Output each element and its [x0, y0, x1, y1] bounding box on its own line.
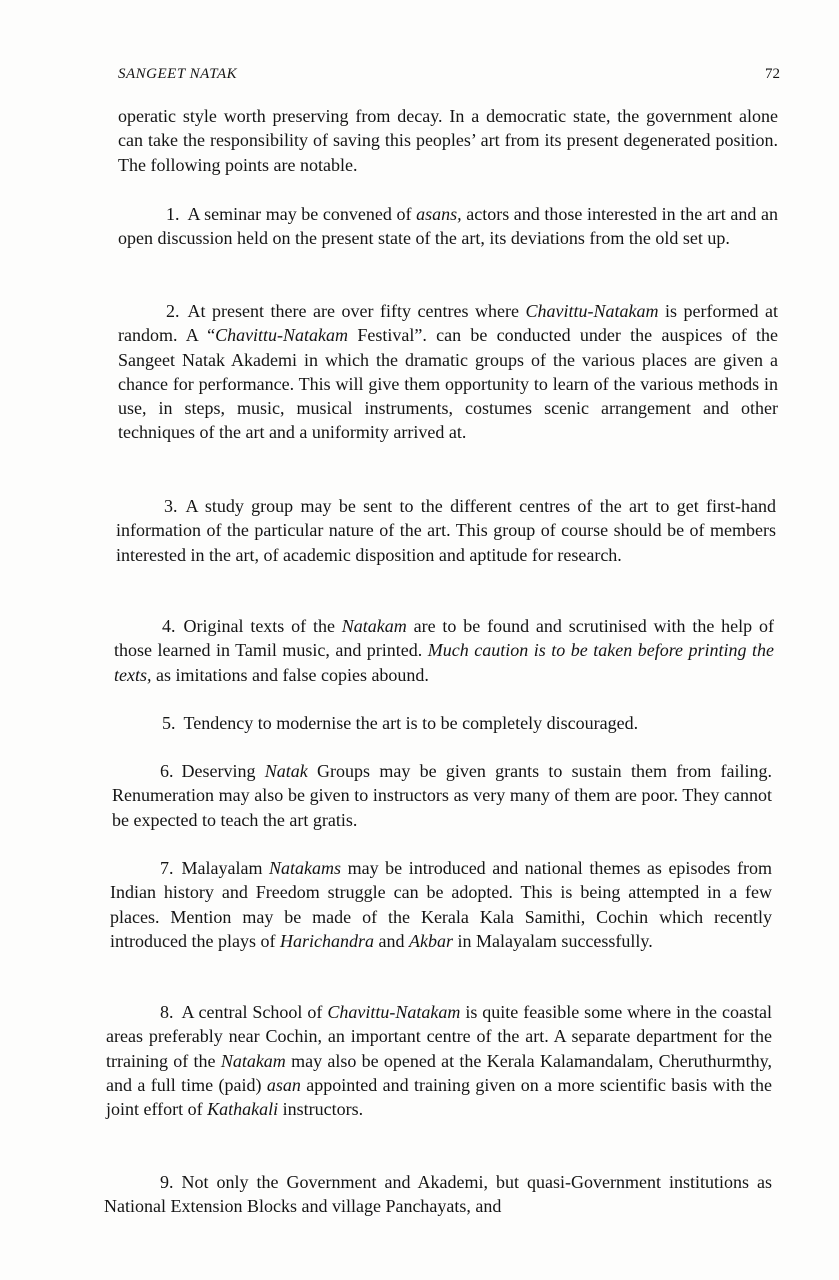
- point-text: At present there are over fifty centres where Chavittu-Natakam is performed at random. A “Chavittu-Natakam Festival”. can be conducted under the auspices of the Sangeet Natak Akademi in which the dramatic groups of the various places are given a chance for performance. This will give them opportunity to learn of the various methods in use, in steps, music, musical instruments, costumes scenic arrangement and other techniques of the art and a uniformity arrived at.: [118, 301, 778, 443]
- point-number: 1.: [166, 204, 180, 224]
- point-text: Malayalam Natakams may be introduced and national themes as episodes from Indian history and Freedom struggle can be adopted. This is being attempted in a few places. Mention may be made of the Kerala Kala Samithi, Cochin which recently introduced the plays of Harichandra and Akbar in Malayalam successfully.: [110, 858, 772, 951]
- running-head: SANGEET NATAK: [118, 66, 238, 82]
- point-3: [116, 494, 776, 567]
- point-number: 6.: [160, 761, 174, 781]
- intro-text: operatic style worth preserving from decay. In a democratic state, the government alone can take the responsibility of saving this peoples’ art from its present degenerated position. The following points are notable.: [118, 106, 778, 175]
- point-6: [112, 759, 772, 832]
- point-number: 8.: [160, 1002, 174, 1022]
- point-5: [114, 711, 774, 735]
- point-text: A central School of Chavittu-Natakam is quite feasible some where in the coastal areas preferably near Cochin, an important centre of the art. A separate department for the trraining of the Natakam may also be opened at the Kerala Kalamandalam, Cheruthurmthy, and a full time (paid) asan appointed and training given on a more scientific basis with the joint effort of Kathakali instructors.: [106, 1002, 772, 1120]
- point-8: [106, 1000, 772, 1121]
- point-number: 5.: [162, 713, 176, 733]
- point-text: Not only the Government and Akademi, but quasi-Government institutions as National Extension Blocks and village Panchayats, and: [104, 1172, 772, 1217]
- point-2: [118, 299, 778, 445]
- point-4: [114, 614, 774, 687]
- point-number: 4.: [162, 616, 176, 636]
- point-number: 9.: [160, 1172, 174, 1192]
- point-7: [110, 856, 772, 953]
- page-header: [118, 64, 780, 86]
- point-text: Deserving Natak Groups may be given grants to sustain them from failing. Renumeration may also be given to instructors as very many of them are poor. They cannot be expected to teach the art gratis.: [112, 761, 772, 830]
- point-text: Original texts of the Natakam are to be found and scrutinised with the help of those learned in Tamil music, and printed. Much caution is to be taken before printing the texts, as imitations and false copies abound.: [114, 616, 775, 685]
- point-number: 2.: [166, 301, 180, 321]
- point-text: A study group may be sent to the different centres of the art to get first-hand information of the particular nature of the art. This group of course should be of members interested in the art, of academic disposition and aptitude for research.: [116, 496, 776, 565]
- point-number: 3.: [164, 496, 178, 516]
- point-9: [104, 1170, 772, 1219]
- intro-paragraph: [118, 104, 778, 177]
- point-1: [118, 202, 778, 251]
- point-text: Tendency to modernise the art is to be completely discouraged.: [183, 713, 639, 733]
- page-number: 72: [765, 66, 780, 82]
- point-text: A seminar may be convened of asans, actors and those interested in the art and an open discussion held on the present state of the art, its deviations from the old set up.: [118, 204, 778, 249]
- point-number: 7.: [160, 858, 174, 878]
